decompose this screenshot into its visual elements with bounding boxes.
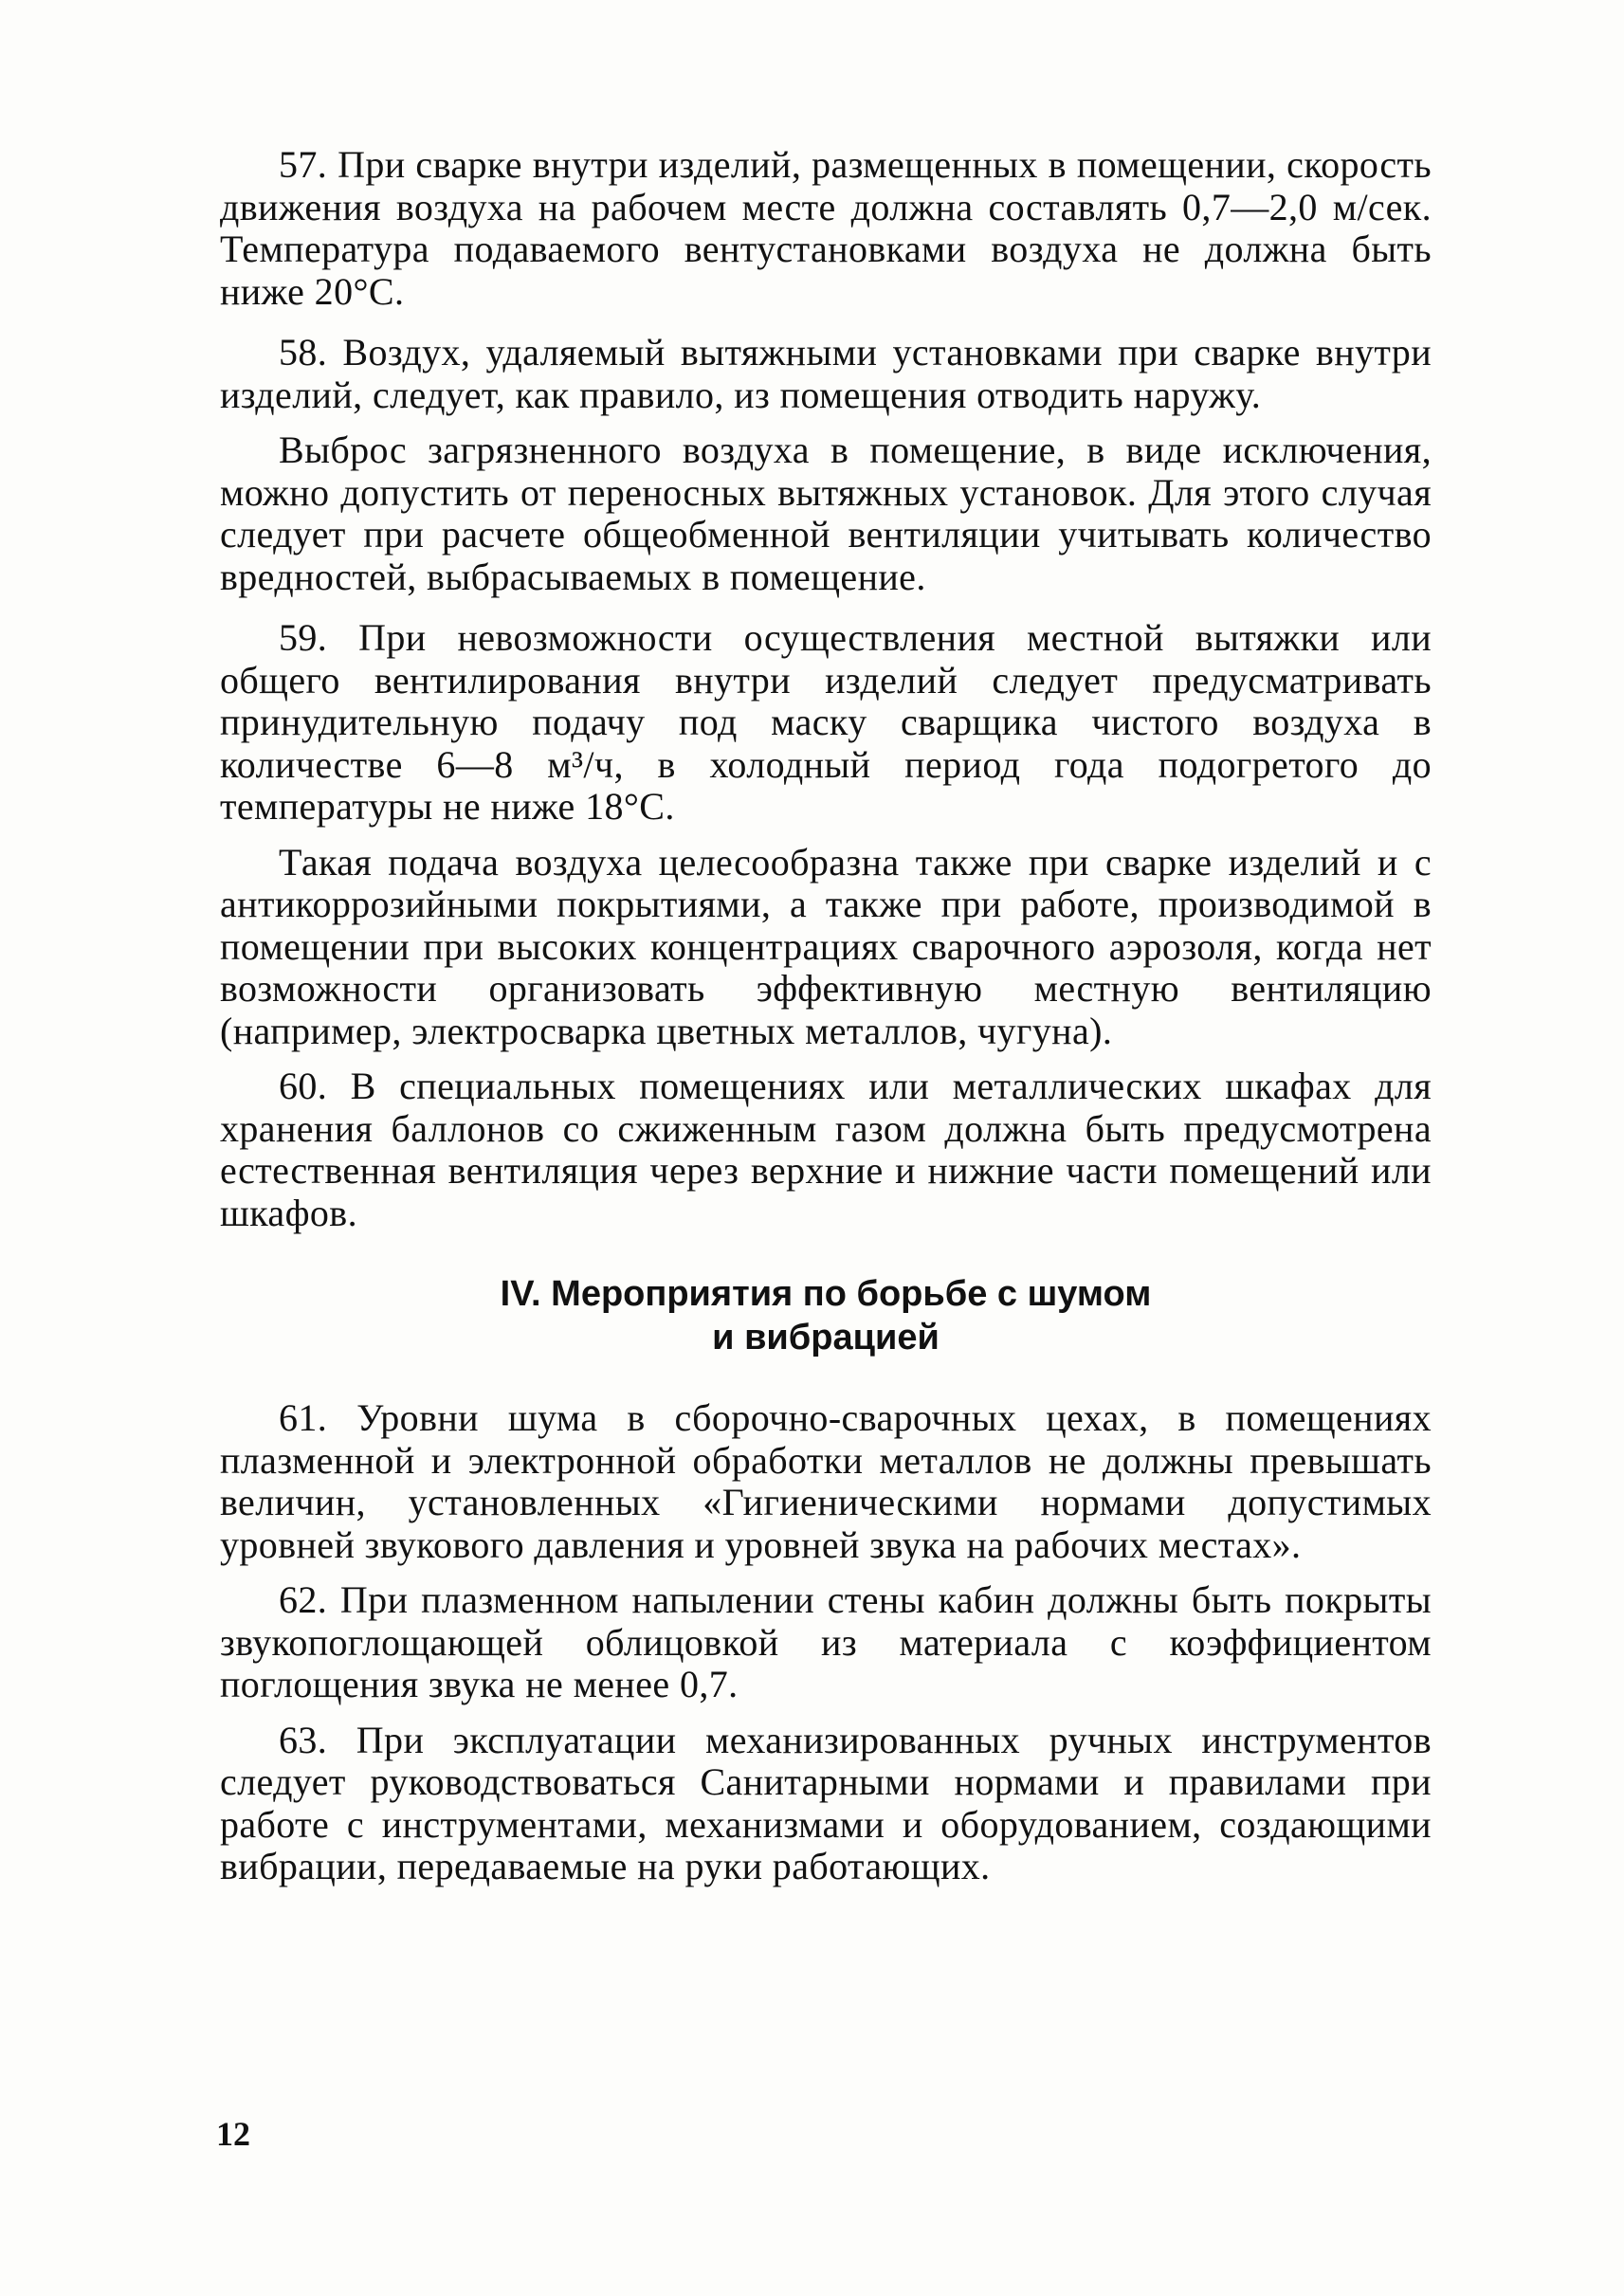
paragraph-61: 61. Уровни шума в сборочно-сварочных цехах, в помещениях плазменной и электронной обработки металлов не должны превышать величин, установленных «Гигиеническими нормами допустимых уровней звукового давления и уровней звука на рабочих местах».: [220, 1396, 1432, 1566]
text-column: [220, 144, 1432, 1907]
page-number: 12: [216, 2115, 250, 2153]
paragraph-57: 57. При сварке внутри изделий, размещенных в помещении, скорость движения воздуха на рабочем месте должна составлять 0,7—2,0 м/сек. Температура подаваемого вентустановками воздуха не должна быть ниже 20°С.: [220, 143, 1432, 313]
paragraph-60: 60. В специальных помещениях или металлических шкафах для хранения баллонов со сжиженным газом должна быть предусмотрена естественная вентиляция через верхние и нижние части помещений или шкафов.: [220, 1065, 1432, 1234]
paragraph-58-continuation: Выброс загрязненного воздуха в помещение, в виде исключения, можно допустить от переносных вытяжных установок. Для этого случая следует при расчете общеобменной вентиляции учитывать количество вредностей, выбрасываемых в помещение.: [220, 428, 1432, 598]
paragraph-62: 62. При плазменном напылении стены кабин должны быть покрыты звукопоглощающей облицовкой из материала с коэффициентом поглощения звука не менее 0,7.: [220, 1578, 1432, 1705]
section-heading: [220, 1272, 1432, 1359]
paragraph-58: 58. Воздух, удаляемый вытяжными установками при сварке внутри изделий, следует, как правило, из помещения отводить наружу.: [220, 331, 1432, 416]
paragraph-63: 63. При эксплуатации механизированных ручных инструментов следует руководствоваться Санитарными нормами и правилами при работе с инструментами, механизмами и оборудованием, создающими вибрации, передаваемые на руки работающих.: [220, 1718, 1432, 1887]
paragraph-59-continuation: Такая подача воздуха целесообразна также при сварке изделий и с антикоррозийными покрытиями, а также при работе, производимой в помещении при высоких концентрациях сварочного аэрозоля, когда нет возможности организовать эффективную местную вентиляцию (например, электросварка цветных металлов, чугуна).: [220, 840, 1432, 1052]
section-heading-line-2: и вибрацией: [712, 1318, 940, 1358]
section-heading-line-1: IV. Мероприятия по борьбе с шумом: [500, 1274, 1152, 1314]
paragraph-59: 59. При невозможности осуществления местной вытяжки или общего вентилирования внутри изделий следует предусматривать принудительную подачу под маску сварщика чистого воздуха в количестве 6—8 м³/ч, в холодный период года подогретого до температуры не ниже 18°С.: [220, 616, 1432, 828]
